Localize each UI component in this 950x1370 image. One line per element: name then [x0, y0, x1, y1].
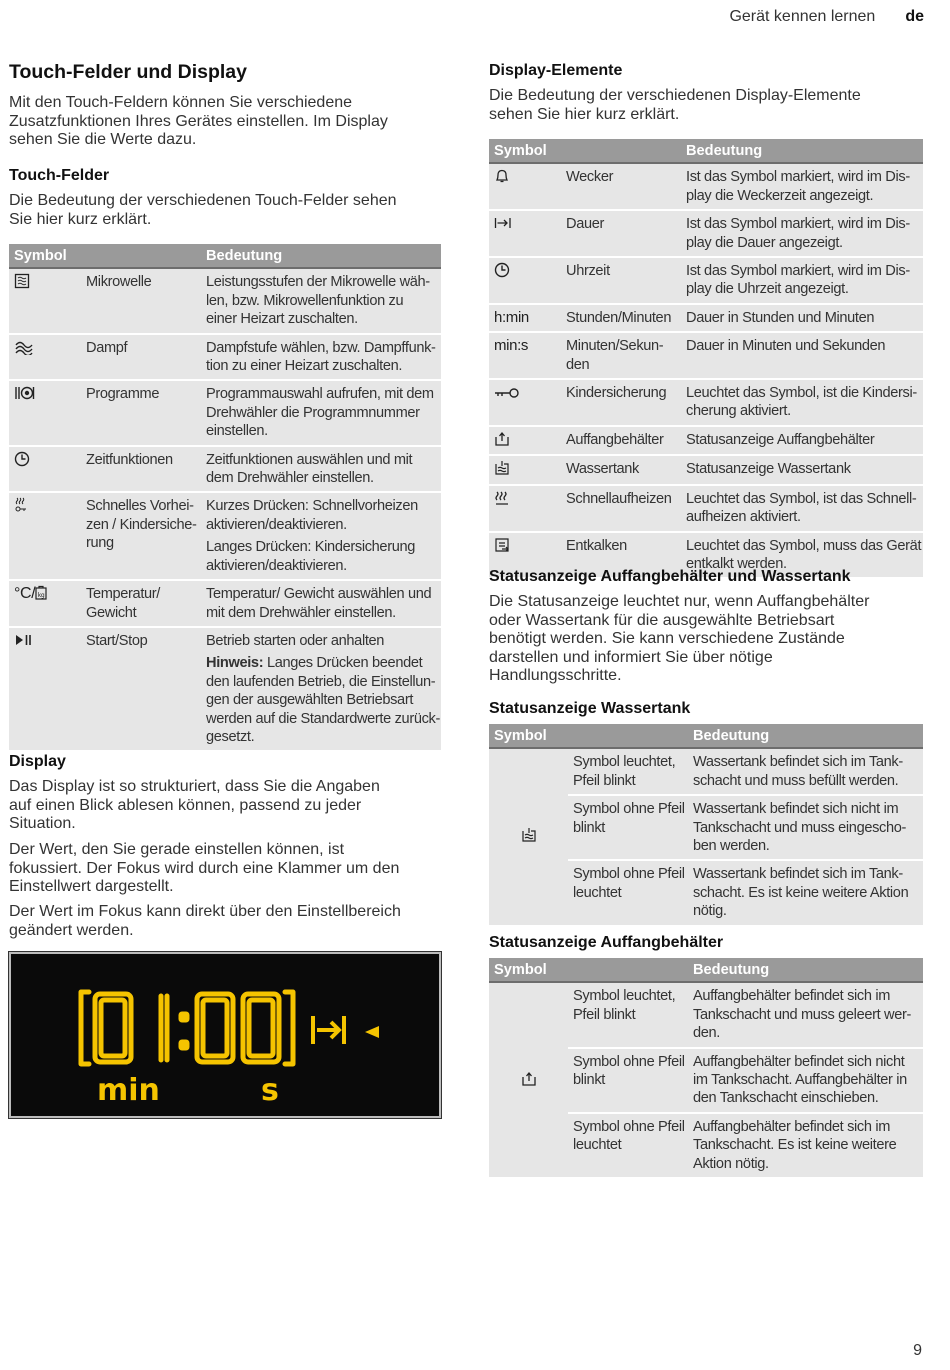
symbol-cell	[9, 268, 81, 333]
microwave-icon	[14, 273, 30, 289]
text-line: Ist das Symbol markiert, wird im Dis-	[686, 216, 910, 233]
text-line: mit dem Drehwähler einstellen.	[206, 604, 396, 621]
text-line: Mikrowelle	[86, 274, 152, 291]
name-cell	[561, 379, 681, 426]
steam-icon	[14, 339, 34, 355]
meaning-cell	[681, 304, 923, 332]
text-line: Leuchtet das Symbol, muss das Gerät	[686, 537, 922, 554]
meaning-cell	[688, 795, 923, 860]
text-line: Dauer in Stunden und Minuten	[686, 309, 875, 326]
text-line: dem Drehwähler einstellen.	[206, 470, 374, 487]
col-header-symbol: Symbol	[489, 724, 688, 748]
symbol-cell	[489, 748, 568, 924]
symbol-cell	[9, 334, 81, 381]
table-row	[489, 304, 923, 332]
text-line: aktivieren/deaktivieren.	[206, 557, 347, 574]
clock-icon	[14, 451, 30, 467]
meaning-cell	[681, 485, 923, 532]
meaning-cell	[688, 860, 923, 924]
unit-s: s	[261, 1073, 279, 1108]
text-line: Der Wert, den Sie gerade einstellen können, ist	[9, 841, 345, 858]
text-line: play die Uhrzeit angezeigt.	[686, 281, 849, 298]
name-cell	[81, 446, 201, 493]
col-header-symbol: Symbol	[489, 139, 681, 163]
meaning-cell	[201, 334, 441, 381]
name-cell	[561, 426, 681, 455]
table-row	[9, 380, 441, 445]
text-line: Ist das Symbol markiert, wird im Dis-	[686, 169, 910, 186]
text-line: Wassertank befindet sich nicht im	[693, 801, 899, 818]
text-line: Die Bedeutung der verschiedenen Display-Elemente	[489, 87, 861, 104]
text-line: Symbol ohne Pfeil	[573, 1053, 685, 1070]
meaning-cell	[688, 748, 923, 795]
text-line: Symbol ohne Pfeil	[573, 1118, 685, 1135]
hours-minutes-symbol: h:min	[494, 308, 529, 326]
text-line: gen der ausgewählten Betriebsart	[206, 692, 414, 709]
text-line: Langes Drücken: Kindersicherung	[206, 539, 415, 556]
meaning-cell	[681, 332, 923, 379]
text-line: sehen Sie die Werte dazu.	[9, 131, 197, 149]
text-line: Schnellaufheizen	[566, 490, 672, 507]
text-line: Dampfstufe wählen, bzw. Dampffunk-	[206, 339, 436, 356]
text-line: Schnelles Vorhei-	[86, 498, 194, 515]
display-paragraph-2	[9, 841, 399, 897]
symbol-cell	[489, 982, 568, 1177]
text-line: Minuten/Sekun-	[566, 338, 664, 355]
drip-tray-icon	[521, 1071, 537, 1087]
text-line: Uhrzeit	[566, 263, 610, 280]
text-line: Zeitfunktionen	[86, 451, 173, 468]
text-line: darstellen und informiert Sie über nötige	[489, 648, 773, 666]
focus-bracket-left	[81, 992, 89, 1064]
symbol-cell	[489, 426, 561, 455]
text-line: Gewicht	[86, 604, 137, 621]
text-line: schacht und muss befüllt werden.	[693, 772, 899, 789]
text-line: Betrieb starten oder anhalten	[206, 632, 385, 649]
text-line: Symbol leuchtet,	[573, 988, 676, 1005]
rapid-heat-icon	[494, 490, 510, 506]
symbol-cell	[489, 304, 561, 332]
state-cell	[568, 795, 688, 860]
water-tank-status-heading: Statusanzeige Wassertank	[489, 700, 691, 717]
colon-bottom	[181, 1042, 187, 1048]
text-line: Leuchtet das Symbol, ist das Schnell-	[686, 490, 917, 507]
meaning-cell	[681, 210, 923, 257]
hint-label: Hinweis:	[206, 655, 264, 672]
key-icon	[494, 387, 520, 399]
symbol-cell	[489, 163, 561, 210]
symbol-cell	[9, 580, 81, 627]
intro-paragraph	[9, 94, 388, 150]
table-row	[489, 379, 923, 426]
text-line: den.	[693, 1025, 721, 1042]
drip-tray-icon	[494, 431, 510, 447]
text-line: Tankschacht. Es ist keine weitere	[693, 1137, 897, 1154]
meaning-cell	[681, 426, 923, 455]
hint-text	[206, 654, 436, 672]
text-line: Entkalken	[566, 537, 627, 554]
text-line: Symbol ohne Pfeil	[573, 801, 685, 818]
text-line: Start/Stop	[86, 632, 148, 649]
text-line: ben werden.	[693, 838, 770, 855]
symbol-cell	[489, 210, 561, 257]
col-header-meaning: Bedeutung	[688, 724, 923, 748]
text-line: den	[566, 356, 590, 373]
text-line: oder Wassertank für die ausgewählte Betriebsart	[489, 611, 835, 629]
temperature-symbol-text: °C/	[14, 585, 36, 603]
digit-0-inner	[203, 1000, 227, 1056]
display-illustration	[9, 952, 441, 1118]
text-line: werden auf die Standardwerte zurück-	[206, 710, 441, 727]
table-row	[9, 334, 441, 381]
display-screen	[11, 954, 439, 1116]
table-header-row	[489, 139, 923, 163]
text-line: blinkt	[573, 1072, 605, 1089]
meaning-cell	[681, 379, 923, 426]
bell-icon	[494, 168, 510, 184]
text-line: Situation.	[9, 815, 76, 833]
text-line: Drehwähler die Programmnummer	[206, 404, 420, 421]
name-cell	[81, 580, 201, 627]
display-digits	[81, 992, 293, 1064]
text-line: Auffangbehälter	[566, 431, 664, 448]
duration-icon	[494, 215, 512, 231]
state-cell	[568, 1113, 688, 1177]
name-cell	[561, 455, 681, 484]
name-cell	[561, 485, 681, 532]
col-header-meaning: Bedeutung	[681, 139, 923, 163]
text-line: cherung aktiviert.	[686, 403, 791, 420]
drip-tray-status-table	[489, 958, 923, 1177]
table-row	[9, 268, 441, 333]
text-line: Leuchtet das Symbol, ist die Kindersi-	[686, 385, 917, 402]
name-cell	[561, 332, 681, 379]
digit-0-inner	[101, 1000, 125, 1056]
meaning-cell	[688, 982, 923, 1047]
text-line: Auffangbehälter befindet sich nicht	[693, 1053, 905, 1070]
name-cell	[81, 268, 201, 333]
text-line: Die Statusanzeige leuchtet nur, wenn Auffangbehälter	[489, 593, 870, 610]
text-line: einer Heizart zuschalten.	[206, 311, 358, 328]
display-elements-heading: Display-Elemente	[489, 62, 623, 79]
text-line: entkalkt werden.	[686, 555, 787, 572]
digit-1	[161, 996, 167, 1060]
text-line: Auffangbehälter befindet sich im	[693, 988, 891, 1005]
text-line: Die Bedeutung der verschiedenen Touch-Felder sehen	[9, 192, 397, 209]
meaning-cell	[201, 380, 441, 445]
name-cell	[81, 627, 201, 750]
start-stop-icon	[14, 633, 34, 647]
state-cell	[568, 860, 688, 924]
text-line: schacht. Es ist keine weitere Aktion	[693, 884, 909, 901]
state-cell	[568, 1048, 688, 1113]
meaning-cell	[688, 1113, 923, 1177]
text-line: Programmauswahl aufrufen, mit dem	[206, 386, 434, 403]
symbol-cell	[9, 446, 81, 493]
text-line: Wassertank befindet sich im Tank-	[693, 754, 903, 771]
text-line: gesetzt.	[206, 728, 255, 745]
name-cell	[561, 210, 681, 257]
status-heading: Statusanzeige Auffangbehälter und Wassertank	[489, 568, 851, 585]
text-line: einstellen.	[206, 423, 268, 440]
name-cell	[81, 334, 201, 381]
text-line: Kindersicherung	[566, 385, 667, 402]
table-header-row	[9, 244, 441, 268]
text-line: Dampf	[86, 339, 128, 356]
touch-fields-intro	[9, 192, 397, 229]
display-elements-table	[489, 139, 923, 577]
text-line: Wassertank	[566, 461, 640, 478]
state-cell	[568, 982, 688, 1047]
col-header-symbol: Symbol	[489, 958, 688, 982]
symbol-cell	[489, 485, 561, 532]
text-line: leuchtet	[573, 1137, 622, 1154]
text-line: Einstellwert dargestellt.	[9, 878, 174, 896]
text-line: Handlungsschritte.	[489, 667, 622, 685]
text-line: Kurzes Drücken: Schnellvorheizen	[206, 498, 418, 515]
touch-fields-table	[9, 244, 441, 750]
section-title: Touch-Felder und Display	[9, 61, 247, 83]
text-line: benötigt werden. Sie kann verschiedene Zustände	[489, 630, 845, 648]
colon-top	[181, 1014, 187, 1020]
meaning-cell	[688, 1048, 923, 1113]
table-row	[489, 455, 923, 484]
text-line: Tankschacht und muss geleert wer-	[693, 1006, 912, 1023]
touch-fields-heading: Touch-Felder	[9, 167, 110, 184]
text-line: Leistungsstufen der Mikrowelle wäh-	[206, 274, 430, 291]
text-line: Tankschacht und muss eingescho-	[693, 819, 907, 836]
name-cell	[561, 304, 681, 332]
text-line: Dauer in Minuten und Sekunden	[686, 338, 886, 355]
meaning-cell	[201, 627, 441, 750]
text-line: tion zu einer Heizart zuschalten.	[206, 358, 403, 375]
name-cell	[81, 380, 201, 445]
display-elements-intro	[489, 87, 861, 124]
col-header-meaning: Bedeutung	[688, 958, 923, 982]
text-line: Auffangbehälter befindet sich im	[693, 1118, 891, 1135]
text-line: Zusatzfunktionen Ihres Gerätes einstellen. Im Display	[9, 112, 388, 130]
name-cell	[561, 163, 681, 210]
state-cell	[568, 748, 688, 795]
display-heading: Display	[9, 753, 66, 770]
text-line: Stunden/Minuten	[566, 309, 672, 326]
table-row	[9, 446, 441, 493]
text-line: Der Wert im Fokus kann direkt über den Einstellbereich	[9, 903, 401, 920]
col-header-symbol: Symbol	[9, 244, 201, 268]
svg-text:kg: kg	[38, 592, 45, 600]
text-line: Pfeil blinkt	[573, 772, 636, 789]
symbol-cell	[489, 455, 561, 484]
display-paragraph-1	[9, 778, 380, 834]
text-line: Pfeil blinkt	[573, 1006, 636, 1023]
text-line: Das Display ist so strukturiert, dass Sie die Angaben	[9, 778, 380, 795]
text-line: len, bzw. Mikrowellenfunktion zu	[206, 292, 404, 309]
focus-arrow-icon	[365, 1026, 379, 1038]
table-row	[489, 332, 923, 379]
text-line: Langes Drücken beendet	[266, 655, 423, 672]
table-row	[489, 426, 923, 455]
text-line: zen / Kindersiche-	[86, 516, 197, 533]
meaning-cell	[681, 455, 923, 484]
rapid-heat-lock-icon	[14, 497, 28, 513]
descale-icon	[494, 537, 512, 553]
meaning-cell	[201, 580, 441, 627]
name-cell	[81, 492, 201, 580]
table-row	[9, 627, 441, 750]
text-line: play die Weckerzeit angezeigt.	[686, 187, 874, 204]
digit-0-inner	[249, 1000, 273, 1056]
table-row	[489, 982, 923, 1047]
drip-tray-status-heading: Statusanzeige Auffangbehälter	[489, 934, 724, 951]
display-paragraph-3	[9, 903, 401, 940]
name-cell	[561, 257, 681, 304]
text-line: Symbol ohne Pfeil	[573, 866, 685, 883]
table-row	[489, 163, 923, 210]
running-header	[729, 8, 924, 26]
symbol-cell	[9, 380, 81, 445]
text-line: aktivieren/deaktivieren.	[206, 516, 347, 533]
water-tank-status-table	[489, 724, 923, 925]
table-row	[489, 257, 923, 304]
symbol-cell	[489, 257, 561, 304]
programs-icon	[14, 385, 36, 401]
text-line: aufheizen aktiviert.	[686, 509, 801, 526]
text-line: blinkt	[573, 819, 605, 836]
text-line: Mit den Touch-Feldern können Sie verschiedene	[9, 94, 353, 111]
meaning-cell	[681, 163, 923, 210]
symbol-cell	[489, 332, 561, 379]
symbol-cell	[489, 379, 561, 426]
text-line: leuchtet	[573, 884, 622, 901]
meaning-cell	[201, 446, 441, 493]
meaning-cell	[681, 257, 923, 304]
text-line: Temperatur/ Gewicht auswählen und	[206, 586, 432, 603]
text-line: Temperatur/	[86, 586, 161, 603]
table-header-row	[489, 724, 923, 748]
text-line: Wecker	[566, 169, 614, 186]
text-line: Statusanzeige Wassertank	[686, 461, 851, 478]
unit-min: min	[97, 1073, 160, 1108]
clock-icon	[494, 262, 510, 278]
text-line: Aktion nötig.	[693, 1155, 769, 1172]
text-line: Ist das Symbol markiert, wird im Dis-	[686, 263, 910, 280]
focus-bracket-right	[285, 992, 293, 1064]
symbol-cell	[9, 627, 81, 750]
weight-icon	[35, 585, 47, 600]
page-number: 9	[913, 1342, 922, 1359]
text-line: im Tankschacht. Auffangbehälter in	[693, 1072, 907, 1089]
text-line: Symbol leuchtet,	[573, 754, 676, 771]
water-tank-icon	[494, 460, 510, 476]
status-intro	[489, 593, 869, 686]
text-line: Statusanzeige Auffangbehälter	[686, 431, 875, 448]
text-line: nötig.	[693, 903, 727, 920]
duration-icon	[313, 1016, 344, 1044]
table-header-row	[489, 958, 923, 982]
col-header-meaning: Bedeutung	[201, 244, 441, 268]
table-row	[489, 210, 923, 257]
text-line: play die Dauer angezeigt.	[686, 234, 843, 251]
text-line: rung	[86, 535, 114, 552]
text-line: Programme	[86, 386, 160, 403]
header-language: de	[905, 8, 924, 25]
text-line: den Tankschacht einschieben.	[693, 1090, 879, 1107]
text-line: fokussiert. Der Fokus wird durch eine Klammer um den	[9, 859, 400, 877]
water-tank-icon	[521, 827, 537, 843]
text-line: den laufenden Betrieb, die Einstellun-	[206, 673, 436, 690]
table-row	[9, 580, 441, 627]
header-section: Gerät kennen lernen	[729, 8, 876, 25]
text-line: Sie hier kurz erklärt.	[9, 210, 152, 228]
text-line: Wassertank befindet sich im Tank-	[693, 866, 903, 883]
text-line: auf einen Blick ablesen können, passend zu jeder	[9, 796, 362, 814]
text-line: geändert werden.	[9, 921, 134, 939]
table-row	[489, 485, 923, 532]
symbol-cell	[9, 492, 81, 580]
text-line: sehen Sie hier kurz erklärt.	[489, 105, 680, 123]
table-row	[9, 492, 441, 580]
meaning-cell	[201, 268, 441, 333]
table-row	[489, 748, 923, 795]
minutes-seconds-symbol: min:s	[494, 337, 529, 355]
meaning-cell	[201, 492, 441, 580]
text-line: Zeitfunktionen auswählen und mit	[206, 451, 413, 468]
text-line: Dauer	[566, 216, 604, 233]
